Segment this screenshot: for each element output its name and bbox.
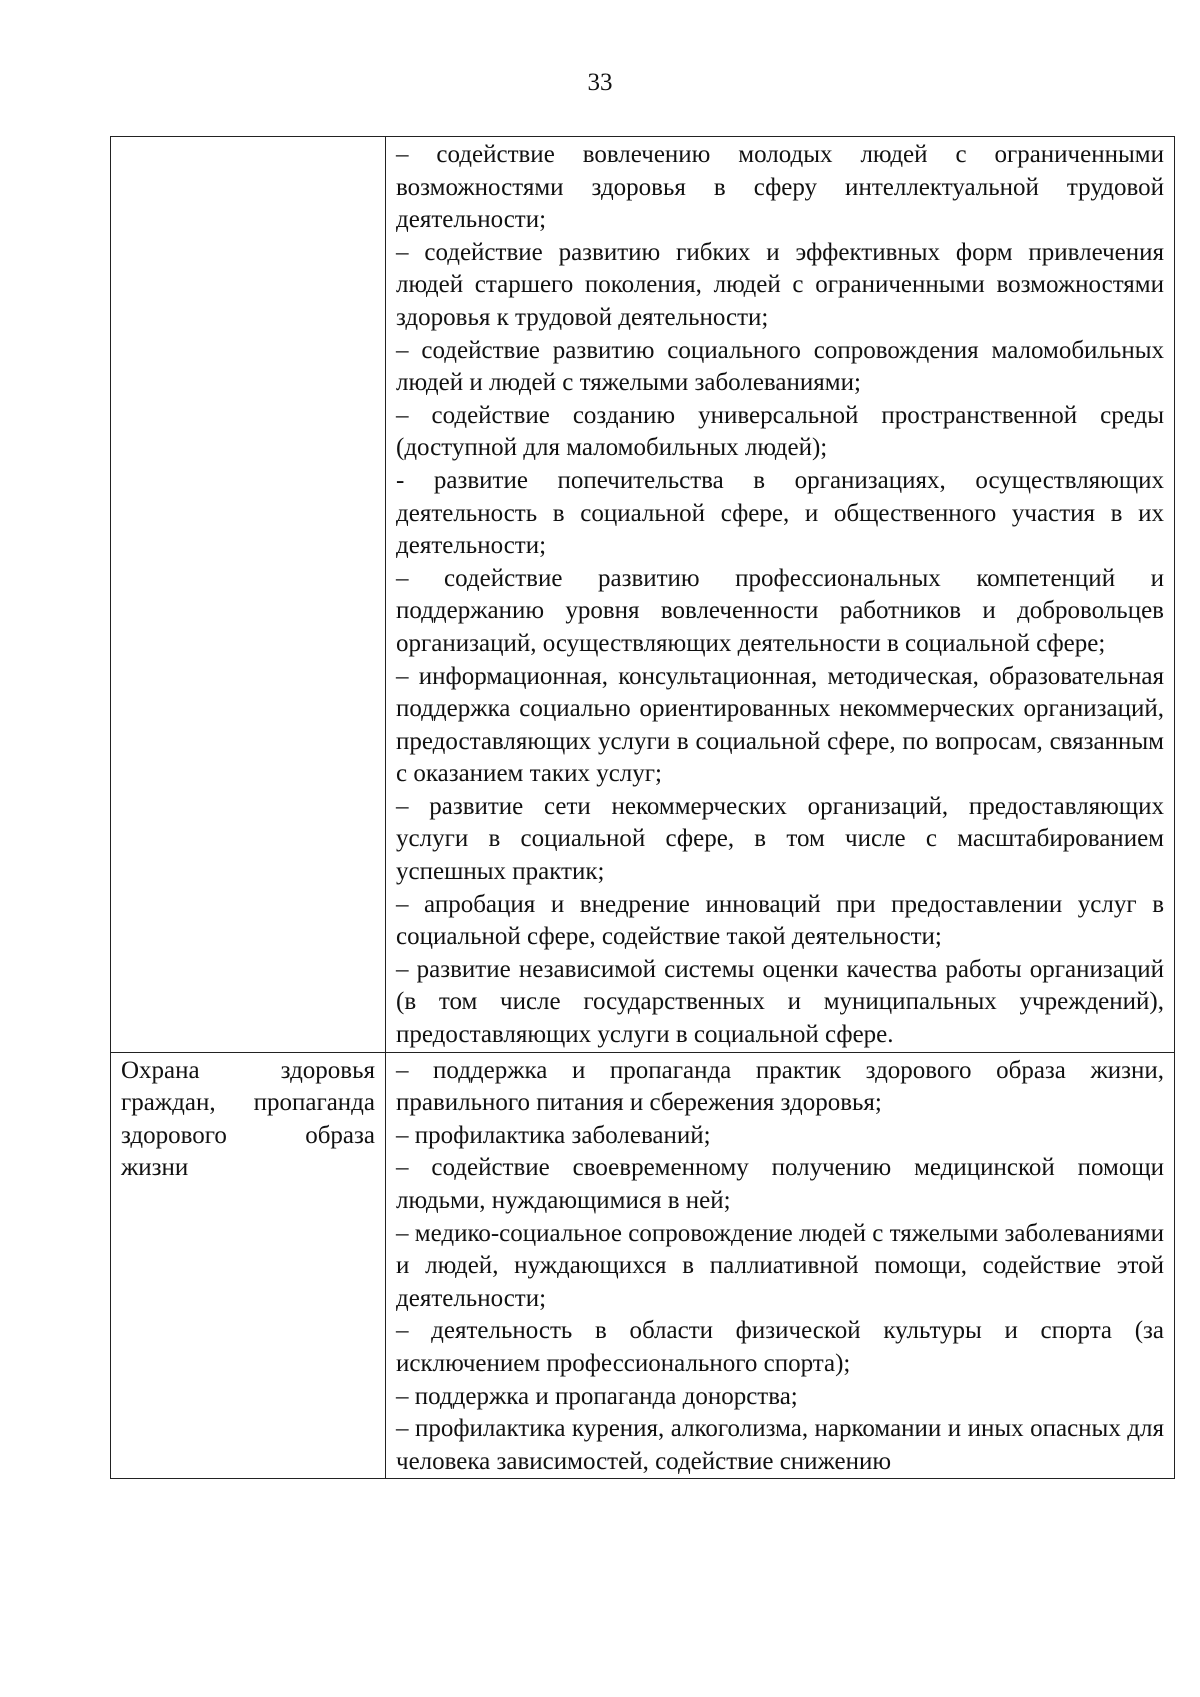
list-item: – содействие развитию профессиональных компетенций и поддержанию уровня вовлеченности работников и добровольцев организаций, осуществляющих деятельности в социальной сфере;	[396, 564, 1164, 657]
topic-label: Охрана здоровья граждан, пропаганда здорового образа жизни	[121, 1056, 375, 1182]
topic-cell	[111, 137, 386, 1053]
table-row	[111, 137, 1175, 1053]
items-cell	[386, 1052, 1175, 1479]
list-item: – поддержка и пропаганда практик здорового образа жизни, правильного питания и сбережения здоровья;	[396, 1056, 1164, 1117]
list-item: – деятельность в области физической культуры и спорта (за исключением профессионального спорта);	[396, 1317, 1164, 1377]
list-item: – поддержка и пропаганда донорства;	[396, 1382, 798, 1410]
list-item: – развитие независимой системы оценки качества работы организаций (в том числе государственных и муниципальных учреждений), предоставляющих услуги в социальной сфере.	[396, 955, 1164, 1049]
list-item: – содействие вовлечению молодых людей с ограниченными возможностями здоровья в сферу интеллектуальной трудовой деятельности;	[396, 141, 1164, 234]
page-number: 33	[587, 69, 613, 96]
list-item: – содействие своевременному получению медицинской помощи людьми, нуждающимися в ней;	[396, 1154, 1164, 1214]
items-cell	[386, 137, 1175, 1053]
list-item: – содействие развитию гибких и эффективных форм привлечения людей старшего поколения, людей с ограниченными возможностями здоровья к трудовой деятельности;	[396, 238, 1164, 331]
list-item: – содействие созданию универсальной пространственной среды (доступной для маломобильных людей);	[396, 401, 1164, 462]
table-row	[111, 1052, 1175, 1479]
list-item: – профилактика курения, алкоголизма, наркомании и иных опасных для человека зависимостей, содействие снижению	[396, 1415, 1164, 1475]
list-item: – апробация и внедрение инноваций при предоставлении услуг в социальной сфере, содействие такой деятельности;	[396, 890, 1164, 951]
list-item: – развитие сети некоммерческих организаций, предоставляющих услуги в социальной сфере, в том числе с масштабированием успешных практик;	[396, 792, 1164, 886]
list-item: – медико-социальное сопровождение людей с тяжелыми заболеваниями и людей, нуждающихся в паллиативной помощи, содействие этой деятельности;	[396, 1219, 1164, 1312]
list-item: – профилактика заболеваний;	[396, 1121, 711, 1149]
list-item: – содействие развитию социального сопровождения маломобильных людей и людей с тяжелыми заболеваниями;	[396, 336, 1164, 397]
list-item: - развитие попечительства в организациях, осуществляющих деятельность в социальной сфере, и общественного участия в их деятельности;	[396, 466, 1164, 560]
activities-table	[110, 136, 1175, 1479]
list-item: – информационная, консультационная, методическая, образовательная поддержка социально ориентированных некоммерческих организаций, предоставляющих услуги в социальной сфере, по вопросам, связанным с оказанием таких услуг;	[396, 662, 1164, 788]
topic-cell	[111, 1052, 386, 1479]
